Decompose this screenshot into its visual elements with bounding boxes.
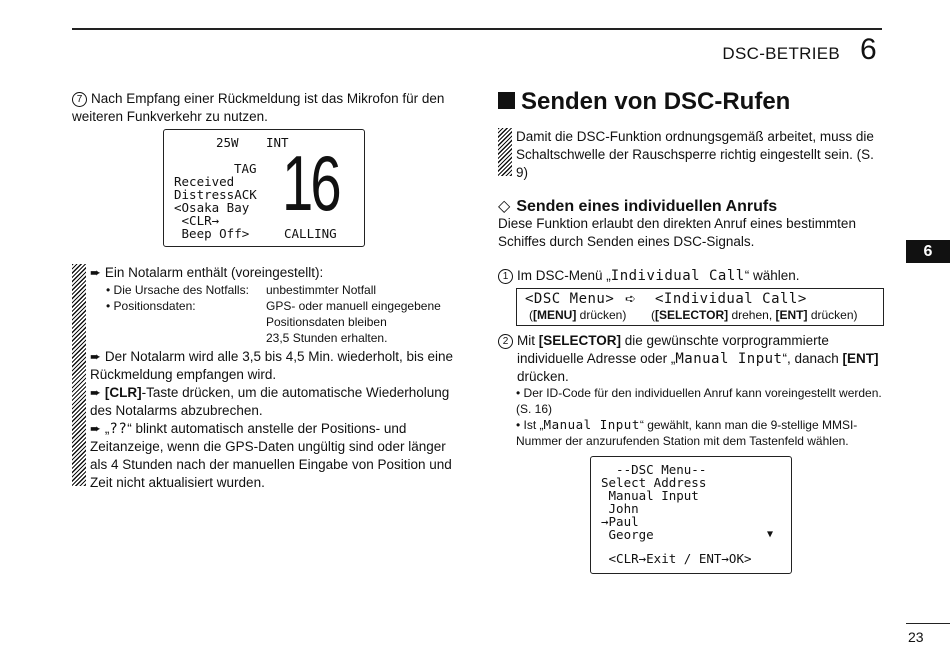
step-text: Im DSC-Menü „ (517, 268, 611, 283)
page-number: 23 (908, 629, 924, 645)
note-item (90, 348, 460, 384)
subsection-title-text: Senden eines individuellen Anrufs (516, 198, 778, 215)
note-hatch-bar (72, 264, 86, 486)
footer-rule (906, 623, 950, 624)
display-text: Individual Call (610, 268, 745, 284)
bullet-label: • Positionsdaten: (106, 299, 196, 313)
scroll-down-icon: ▼ (767, 529, 774, 540)
arrow-icon: ➨ (90, 265, 101, 280)
display-text: <DSC Menu> (525, 291, 615, 307)
step-2 (498, 332, 886, 386)
step-number: 2 (498, 334, 513, 349)
display-text: ?? (109, 421, 128, 437)
note-item (90, 264, 460, 282)
lcd-line: Received (174, 174, 235, 189)
lcd-channel-mode: INT (266, 135, 289, 150)
lcd-line: <CLR→Exit / ENT→OK> (601, 551, 752, 566)
subsection-text: Diese Funktion erlaubt den direkten Anruf eines bestimmten Schiffes durch Senden eines DSC-Signals. (498, 216, 856, 249)
bullet-id-code: • Der ID-Code für den individuellen Anruf kann voreingestellt werden. (S. 16) (516, 386, 882, 416)
arrow-icon: ➨ (90, 349, 101, 364)
lcd-tag: TAG (234, 161, 257, 176)
lcd-line: Beep Off> (174, 226, 250, 241)
note-item (90, 384, 460, 420)
bullet-label: • Die Ursache des Notfalls: (106, 283, 249, 297)
bullet-value: GPS- oder manuell eingegebene (266, 299, 441, 313)
quote-mark: „ (104, 421, 110, 436)
lcd-display-calling (163, 129, 365, 247)
step-text: “ wählen. (744, 268, 800, 283)
display-text: <Individual Call> (655, 291, 807, 307)
step-1 (498, 267, 886, 285)
step-7 (72, 90, 460, 126)
lcd-line: Manual Input (601, 488, 699, 503)
step-number: 1 (498, 269, 513, 284)
bullet-value: Positionsdaten bleiben (266, 315, 387, 329)
lcd-display-dsc-menu (590, 456, 792, 574)
lcd-line: <Osaka Bay (174, 200, 250, 215)
square-bullet-icon (498, 92, 515, 109)
note-hatch-bar (498, 128, 512, 176)
note-bullet (106, 282, 460, 298)
lcd-line: --DSC Menu-- (601, 462, 707, 477)
menu-hint: ([MENU] drücken) (529, 308, 627, 322)
step-text: Mit [SELECTOR] die gewünschte vorprogrammierte individuelle Adresse oder „Manual Input“, danach [ENT] drücken. (517, 333, 879, 384)
lcd-line: John (601, 501, 639, 516)
lcd-status: CALLING (284, 226, 337, 241)
key-label: [CLR] (104, 385, 142, 400)
lcd-line: Select Address (601, 475, 707, 490)
lcd-power: 25W (216, 135, 239, 150)
lcd-line: George (601, 527, 654, 542)
lcd-line: DistressACK (174, 187, 257, 202)
bullet-value: unbestimmter Notfall (266, 283, 377, 297)
note-text: Ein Notalarm enthält (voreingestellt): (104, 265, 324, 280)
subsection-title (498, 196, 777, 216)
note-text: -Taste drücken, um die automatische Wiederholung des Notalarms abzubrechen. (90, 385, 450, 418)
note-text: “ blinkt automatisch anstelle der Positions- und Zeitanzeige, wenn die GPS-Daten ungültig sind oder länger als 4 Stunden nach der manuellen Eingabe von Position und Zeit nicht aktualisiert wurden. (90, 421, 452, 490)
step-number: 7 (72, 92, 87, 107)
lcd-line-selected: →Paul (601, 514, 639, 529)
chapter-title: DSC-BETRIEB (722, 44, 840, 63)
note-item (90, 420, 460, 492)
chapter-side-tab: 6 (906, 240, 950, 263)
arrow-right-icon: ➪ (625, 291, 636, 306)
bullet-manual-input: • Ist „Manual Input“ gewählt, kann man die 9-stellige MMSI-Nummer der anzurufenden Station mit dem Tastenfeld wählen. (516, 417, 858, 448)
section-title-text: Senden von DSC-Rufen (521, 88, 791, 115)
arrow-icon: ➨ (90, 385, 101, 400)
chapter-number: 6 (860, 33, 877, 66)
selector-hint: ([SELECTOR] drehen, [ENT] drücken) (651, 308, 858, 322)
bullet-value: 23,5 Stunden erhalten. (266, 331, 388, 345)
intro-note: Damit die DSC-Funktion ordnungsgemäß arbeitet, muss die Schaltschwelle der Rauschsperre richtig eingestellt sein. (S. 9) (516, 129, 874, 180)
step-text: Nach Empfang einer Rückmeldung ist das Mikrofon für den weiteren Funkverkehr zu nutzen. (72, 91, 445, 124)
diamond-icon: ◇ (498, 198, 511, 215)
header-rule (72, 28, 882, 30)
lcd-line: <CLR→ (174, 213, 220, 228)
arrow-icon: ➨ (90, 421, 101, 436)
lcd-channel-number: 16 (282, 139, 339, 227)
note-text: Der Notalarm wird alle 3,5 bis 4,5 Min. wiederholt, bis eine Rückmeldung empfangen wird. (90, 349, 454, 382)
section-title (498, 88, 790, 116)
operation-box (516, 288, 884, 326)
notes-block (90, 264, 460, 492)
note-bullet (106, 298, 460, 346)
